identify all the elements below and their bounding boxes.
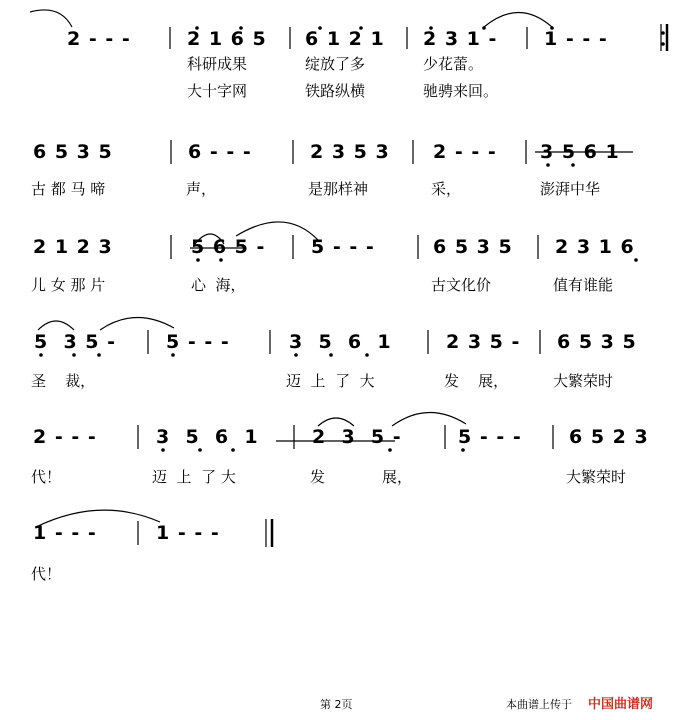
lyric-line: 大十字网 [187, 82, 248, 100]
measure: 2 - - - [33, 426, 97, 448]
lyric-line: 古文化价 [431, 276, 492, 294]
lyric-line: 铁路纵横 [305, 82, 366, 100]
site-logo: 中国曲谱网 [588, 697, 654, 712]
lyric-line: 大繁荣时 [566, 468, 627, 486]
measure: 1 - - - [156, 522, 220, 544]
measure: 5 - - - [166, 331, 230, 353]
lyric-line: 迈 上 了 大 [286, 372, 375, 390]
lyric-line: 科研成果 [187, 55, 248, 73]
measure: 6 5 2 3 [569, 426, 649, 448]
measure: 6 5 3 5 [557, 331, 637, 353]
lyric-line: 采， [431, 180, 462, 198]
lyric-line: 展， [382, 468, 413, 486]
lyric-line: 古 都 马 啼 [31, 180, 106, 198]
page-number: 第 2页 [320, 698, 353, 711]
measure: 5 3 5 - [34, 331, 117, 353]
upload-note: 本曲谱上传于 [506, 698, 572, 711]
measure: 6 - - - [188, 141, 252, 163]
measure: 2 3 1 6 [555, 236, 635, 258]
measure: 2 - - - [433, 141, 497, 163]
lyric-line: 发 [310, 468, 326, 486]
measure: 2 1 6 5 [187, 28, 267, 50]
measure: 2 1 2 3 [33, 236, 113, 258]
lyric-line: 代！ [31, 468, 62, 486]
lyric-line: 是那样神 [308, 180, 369, 198]
lyric-line: 大繁荣时 [553, 372, 614, 390]
lyric-line: 值有谁能 [553, 276, 614, 294]
measure: 5 6 5 - [191, 236, 266, 258]
lyric-line: 圣 裁， [31, 372, 96, 390]
measure: 2 3 5 3 [310, 141, 390, 163]
lyric-line: 心 海， [191, 276, 246, 294]
measure: 6 5 3 5 [433, 236, 513, 258]
lyric-line: 迈 上 了 大 [152, 468, 236, 486]
measure: 6 1 2 1 [305, 28, 385, 50]
lyric-line: 绽放了多 [305, 55, 366, 73]
lyric-line: 少花蕾。 [423, 55, 484, 73]
lyric-line: 发 展， [444, 372, 509, 390]
measure: 3 5 6 1 [289, 331, 392, 353]
measure: 2 - - - [67, 28, 131, 50]
lyric-line: 儿 女 那 片 [31, 276, 106, 294]
measure: 5 - - - [458, 426, 522, 448]
measure: 2 3 5 - [312, 426, 402, 448]
lyric-line: 澎湃中华 [540, 180, 601, 198]
measure: 1 - - - [33, 522, 97, 544]
lyric-line: 代！ [31, 565, 62, 583]
lyric-line: 驰骋来回。 [423, 82, 499, 100]
measure: 6 5 3 5 [33, 141, 113, 163]
measure: 5 - - - [311, 236, 375, 258]
lyric-line: 声， [186, 180, 217, 198]
measure: 2 3 1 - [423, 28, 498, 50]
measure: 3 5 6 1 [156, 426, 259, 448]
measure: 2 3 5 - [446, 331, 521, 353]
measure: 1 - - - [544, 28, 608, 50]
measure: 3 5 6 1 [540, 141, 620, 163]
